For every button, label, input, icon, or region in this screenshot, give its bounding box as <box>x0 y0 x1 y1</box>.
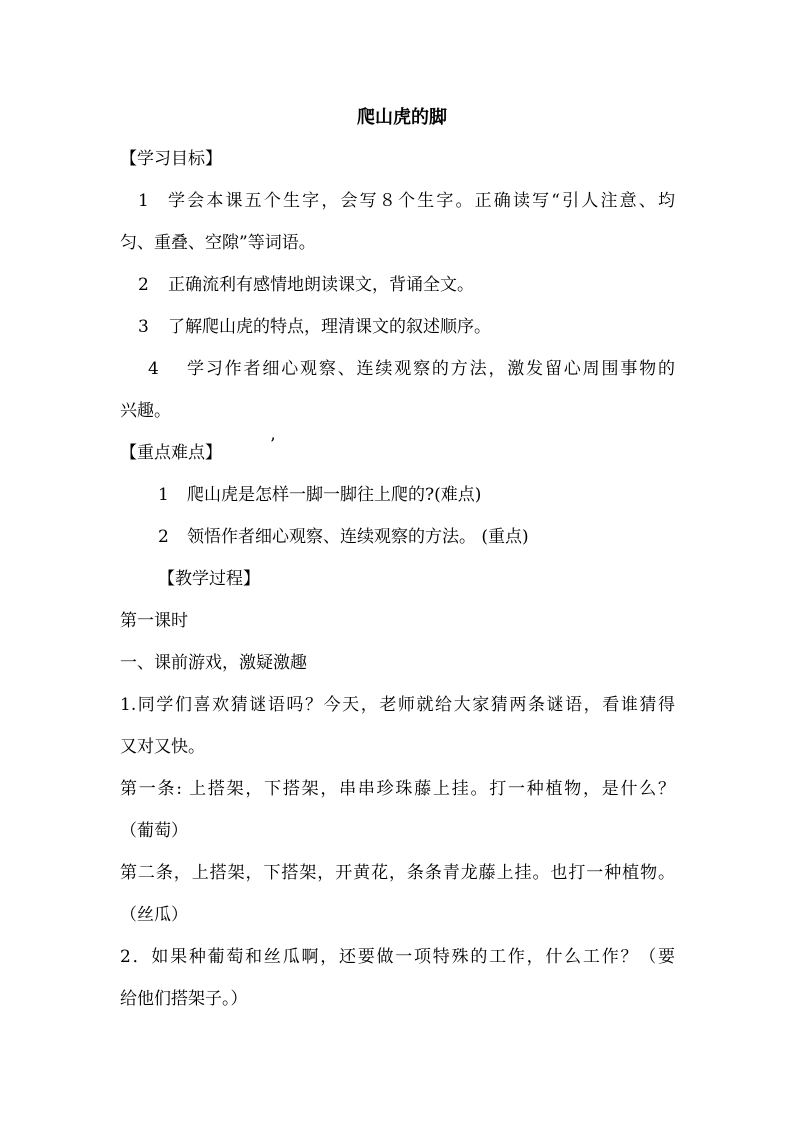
keypoint-text: 爬山虎是怎样一脚一脚往上爬的?(难点) <box>187 485 482 505</box>
objectives-heading: 【学习目标】 <box>120 149 222 169</box>
paragraph-line: 又对又快。 <box>120 737 205 757</box>
objective-text: 正确流利有感情地朗读课文，背诵全文。 <box>168 275 474 295</box>
objective-text: 学习作者细心观察、连续观察的方法，激发留心周围事物的 <box>187 359 675 379</box>
keypoints-heading: 【重点难点】 <box>120 443 222 463</box>
riddle-answer: （葡萄） <box>120 821 188 841</box>
section-heading: 一、课前游戏，激疑激趣 <box>120 653 307 673</box>
riddle-answer: （丝瓜） <box>120 905 188 925</box>
lesson-label: 第一课时 <box>120 611 188 631</box>
keypoint-number: 2 <box>158 527 169 547</box>
objective-number: 1 <box>138 191 149 211</box>
objective-text-continued: 匀、重叠、空隙”等词语。 <box>120 233 316 253</box>
stray-mark: ’ <box>270 435 276 455</box>
objective-number: 2 <box>138 275 149 295</box>
objective-number: 3 <box>138 317 149 337</box>
riddle-line: 第一条: 上搭架，下搭架，串串珍珠藤上挂。打一种植物，是什么？ <box>120 779 675 799</box>
objective-text: 了解爬山虎的特点，理清课文的叙述顺序。 <box>168 317 491 337</box>
objective-text-continued: 兴趣。 <box>120 401 171 421</box>
keypoint-number: 1 <box>158 485 169 505</box>
paragraph-line: 1.同学们喜欢猜谜语吗？今天，老师就给大家猜两条谜语，看谁猜得 <box>120 695 675 715</box>
process-heading: 【教学过程】 <box>158 569 260 589</box>
objective-number: 4 <box>148 359 159 379</box>
riddle-line: 第二条，上搭架，下搭架，开黄花，条条青龙藤上挂。也打一种植物。 <box>120 863 675 883</box>
paragraph-line: 2．如果种葡萄和丝瓜啊，还要做一项特殊的工作，什么工作？（要 <box>120 947 675 967</box>
paragraph-line: 给他们搭架子。） <box>120 989 248 1009</box>
document-title: 爬山虎的脚 <box>357 107 447 128</box>
objective-text: 学会本课五个生字，会写８个生字。正确读写“引人注意、均 <box>168 191 675 211</box>
keypoint-text: 领悟作者细心观察、连续观察的方法。 (重点) <box>187 527 529 547</box>
